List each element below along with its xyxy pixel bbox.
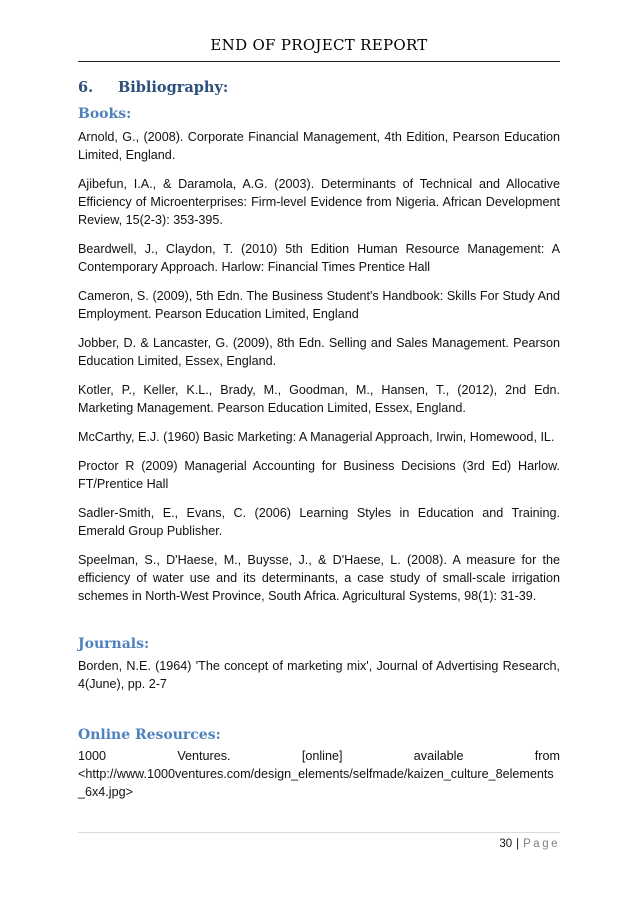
book-reference: Ajibefun, I.A., & Daramola, A.G. (2003). Determinants of Technical and Allocative Efficiency of Microenterprises: Firm-level Evidence from Nigeria. African Development Review, 15(2-3): 353-395.: [78, 177, 560, 227]
section-title: Bibliography:: [118, 79, 229, 96]
journals-heading: Journals:: [78, 636, 150, 652]
book-reference: Speelman, S., D'Haese, M., Buysse, J., & D'Haese, L. (2008). A measure for the efficiency of water use and its determinants, a case study of small-scale irrigation schemes in North-West Province, South Africa. Agricultural Systems, 98(1): 31-39.: [78, 553, 560, 603]
footer-rule: [78, 832, 560, 833]
online-word: from: [534, 749, 560, 763]
header-rule: [78, 61, 560, 62]
book-reference: Jobber, D. & Lancaster, G. (2009), 8th Edn. Selling and Sales Management. Pearson Education Limited, Essex, England.: [78, 336, 560, 368]
page-number: 30: [499, 838, 513, 850]
online-resource-url: <http://www.1000ventures.com/design_elements/selfmade/kaizen_culture_8elements_6x4.jpg>: [78, 767, 554, 799]
footer-separator: |: [516, 838, 520, 850]
journal-reference: Borden, N.E. (1964) 'The concept of marketing mix', Journal of Advertising Research, 4(June), pp. 2-7: [78, 659, 560, 691]
book-reference: Arnold, G., (2008). Corporate Financial Management, 4th Edition, Pearson Education Limited, England.: [78, 130, 560, 162]
book-reference: Kotler, P., Keller, K.L., Brady, M., Goodman, M., Hansen, T., (2012), 2nd Edn. Marketing Management. Pearson Education Limited, Essex, England.: [78, 383, 560, 415]
books-list: [78, 128, 560, 616]
online-resource-line: [78, 747, 560, 765]
page-footer: [499, 838, 560, 850]
section-heading: [78, 79, 228, 96]
online-word: available: [413, 749, 464, 763]
book-reference: Cameron, S. (2009), 5th Edn. The Business Student's Handbook: Skills For Study And Employment. Pearson Education Limited, England: [78, 289, 560, 321]
books-heading: Books:: [78, 106, 132, 122]
online-resource-entry: [78, 747, 560, 801]
online-word: Ventures.: [177, 749, 231, 763]
section-number: 6.: [78, 79, 94, 96]
page-header: END OF PROJECT REPORT: [210, 36, 428, 54]
book-reference: McCarthy, E.J. (1960) Basic Marketing: A Managerial Approach, Irwin, Homewood, IL.: [78, 430, 555, 444]
online-resources-heading: Online Resources:: [78, 727, 221, 743]
online-word: [online]: [301, 749, 343, 763]
page-label: Page: [523, 838, 560, 850]
book-reference: Proctor R (2009) Managerial Accounting for Business Decisions (3rd Ed) Harlow. FT/Prentice Hall: [78, 459, 560, 491]
book-reference: Beardwell, J., Claydon, T. (2010) 5th Edition Human Resource Management: A Contemporary Approach. Harlow: Financial Times Prentice Hall: [78, 242, 560, 274]
book-reference: Sadler-Smith, E., Evans, C. (2006) Learning Styles in Education and Training. Emerald Group Publisher.: [78, 506, 560, 538]
online-word: 1000: [78, 749, 107, 763]
